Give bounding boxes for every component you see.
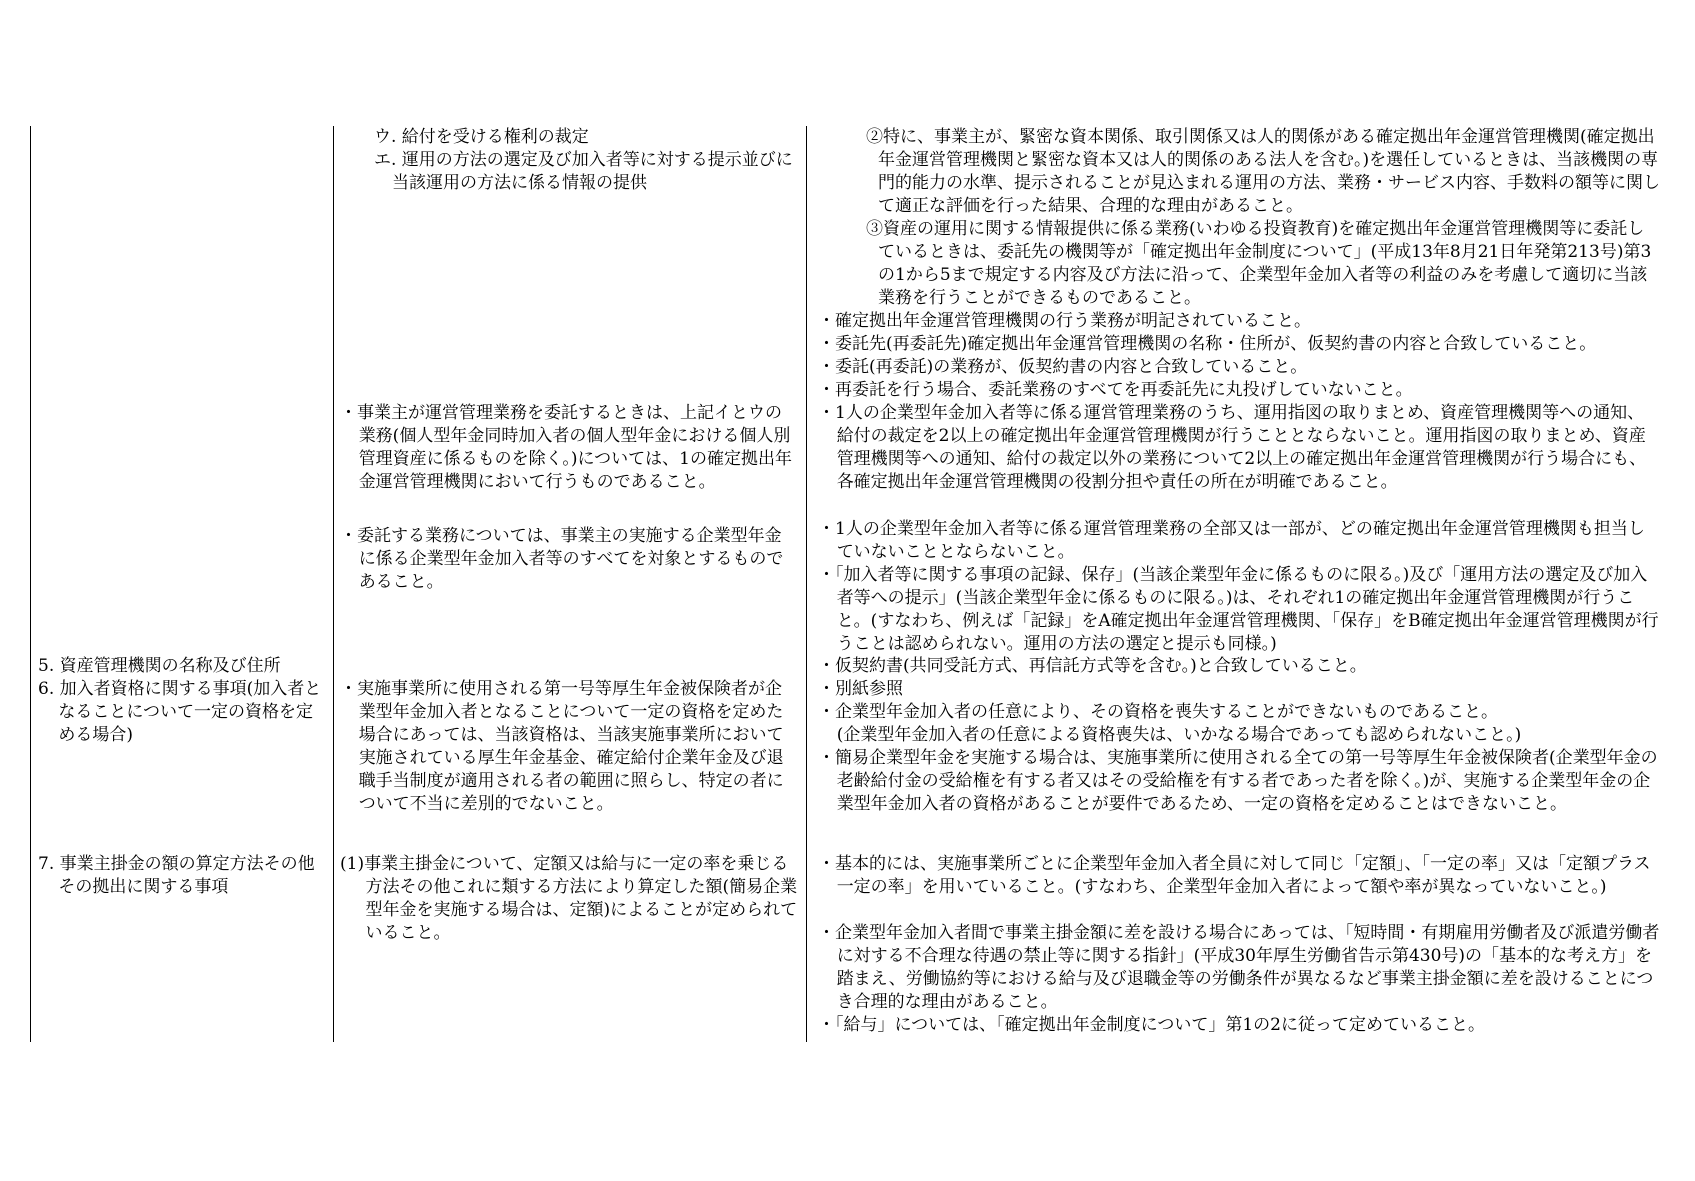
right-circle-3: ③資産の運用に関する情報提供に係る業務(いわゆる投資教育)を確定拠出年金運営管理機関等に委託しているときは、委託先の機関等が「確定拠出年金制度について」(平成13年8月21日年発第213号)第3の1から5まで規定する内容及び方法に沿って、企業型年金加入者等の利益のみを考慮して適切に当該業務を行うことができるものであること。 <box>866 219 1652 308</box>
middle-bullet-2: ・委託する業務については、事業主の実施する企業型年金に係る企業型年金加入者等のすべてを対象とするものであること。 <box>340 526 784 592</box>
right-bullet-1: ・確定拠出年金運営管理機関の行う業務が明記されていること。 <box>818 311 1311 331</box>
right-bullet-4: ・再委託を行う場合、委託業務のすべてを再委託先に丸投げしていないこと。 <box>818 380 1413 400</box>
middle-bullet-4: (1)事業主掛金について、定額又は給与に一定の率を乗じる方法その他これに類する方法により算定した額(簡易企業型年金を実施する場合は、定額)によることが定められていること。 <box>340 854 798 943</box>
right-bullet-14: ・「給与」については、「確定拠出年金制度について」第1の2に従って定めていること。 <box>818 1015 1485 1035</box>
middle-item-e: エ. 運用の方法の選定及び加入者等に対する提示並びに当該運用の方法に係る情報の提供 <box>374 150 793 193</box>
right-bullet-12: ・基本的には、実施事業所ごとに企業型年金加入者全員に対して同じ「定額」、「一定の率」又は「定額プラス一定の率」を用いていること。(すなわち、企業型年金加入者によって額や率が異なっていないこと。) <box>818 854 1651 897</box>
right-bullet-13: ・企業型年金加入者間で事業主掛金額に差を設ける場合にあっては、「短時間・有期雇用労働者及び派遣労働者に対する不合理な待遇の禁止等に関する指針」(平成30年厚生労働省告示第430号)の「基本的な考え方」を踏まえ、労働協約等における給与及び退職金等の労働条件が異なるなど事業主掛金額に差を設けることにつき合理的な理由があること。 <box>818 923 1660 1012</box>
right-bullet-7: ・「加入者等に関する事項の記録、保存」(当該企業型年金に係るものに限る。)及び「運用方法の選定及び加入者等への提示」(当該企業型年金に係るものに限る。)は、それぞれ1の確定拠出年金運営管理機関が行うこと。(すなわち、例えば「記録」をA確定拠出年金運営管理機関、「保存」をB確定拠出年金運営管理機関が行うことは認められない。運用の方法の選定と提示も同様。) <box>818 565 1659 654</box>
right-bullet-9: ・別紙参照 <box>818 679 903 699</box>
right-bullet-5: ・1人の企業型年金加入者等に係る運営管理業務のうち、運用指図の取りまとめ、資産管理機関等への通知、給付の裁定を2以上の確定拠出年金運営管理機関が行うこととならないこと。運用指図の取りまとめ、資産管理機関等への通知、給付の裁定以外の業務について2以上の確定拠出年金運営管理機関が行う場合にも、各確定拠出年金運営管理機関の役割分担や責任の所在が明確であること。 <box>818 403 1647 492</box>
right-bullet-2: ・委託先(再委託先)確定拠出年金運営管理機関の名称・住所が、仮契約書の内容と合致していること。 <box>818 334 1597 354</box>
right-bullet-11: ・簡易企業型年金を実施する場合は、実施事業所に使用される全ての第一号等厚生年金被保険者(企業型年金の老齢給付金の受給権を有する者又はその受給権を有する者であった者を除く。)が、実施する企業型年金の企業型年金加入者の資格があることが要件であるため、一定の資格を定めることはできないこと。 <box>818 748 1658 814</box>
item-6-label: 6. 加入者資格に関する事項(加入者となることについて一定の資格を定める場合) <box>38 679 322 745</box>
item-7-label: 7. 事業主掛金の額の算定方法その他その拠出に関する事項 <box>38 854 315 897</box>
table-divider-2 <box>806 126 807 1042</box>
right-bullet-10-note: (企業型年金加入者の任意による資格喪失は、いかなる場合であっても認められないこと。) <box>836 725 1522 745</box>
middle-item-u: ウ. 給付を受ける権利の裁定 <box>374 127 589 147</box>
right-bullet-3: ・委託(再委託)の業務が、仮契約書の内容と合致していること。 <box>818 357 1308 377</box>
table-border-left <box>30 126 31 1042</box>
middle-bullet-3: ・実施事業所に使用される第一号等厚生年金被保険者が企業型年金加入者となることについて一定の資格を定めた場合にあっては、当該資格は、当該実施事業所において実施されている厚生年金基金、確定給付企業年金及び退職手当制度が適用される者の範囲に照らし、特定の者について不当に差別的でないこと。 <box>340 679 784 814</box>
right-circle-2: ②特に、事業主が、緊密な資本関係、取引関係又は人的関係がある確定拠出年金運営管理機関(確定拠出年金運営管理機関と緊密な資本又は人的関係のある法人を含む。)を選任しているときは、当該機関の専門的能力の水準、提示されることが見込まれる運用の方法、業務・サービス内容、手数料の額等に関して適正な評価を行った結果、合理的な理由があること。 <box>866 127 1660 216</box>
right-bullet-8: ・仮契約書(共同受託方式、再信託方式等を含む。)と合致していること。 <box>818 656 1367 676</box>
item-5-label: 5. 資産管理機関の名称及び住所 <box>38 656 281 676</box>
middle-bullet-1: ・事業主が運営管理業務を委託するときは、上記イとウの業務(個人型年金同時加入者の個人型年金における個人別管理資産に係るものを除く。)については、1の確定拠出年金運営管理機関において行うものであること。 <box>340 403 792 492</box>
right-bullet-6: ・1人の企業型年金加入者等に係る運営管理業務の全部又は一部が、どの確定拠出年金運営管理機関も担当していないこととならないこと。 <box>818 519 1645 562</box>
table-divider-1 <box>333 126 334 1042</box>
right-bullet-10: ・企業型年金加入者の任意により、その資格を喪失することができないものであること。 <box>818 702 1498 722</box>
